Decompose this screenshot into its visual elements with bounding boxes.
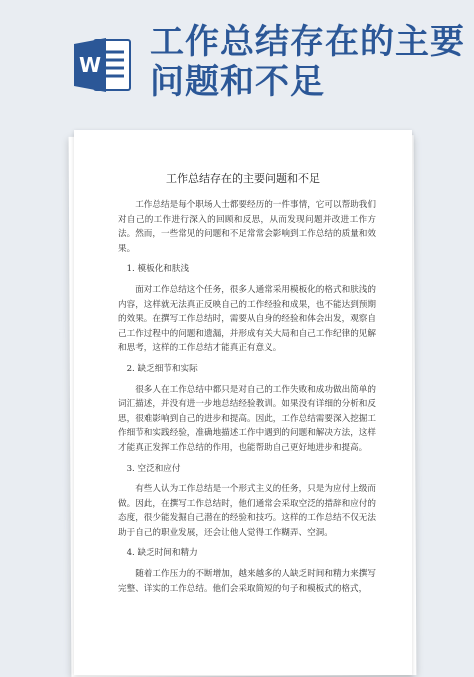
section-heading: 2. 缺乏细节和实际 bbox=[126, 363, 198, 374]
intro-paragraph: 工作总结是每个职场人士都要经历的一件事情，它可以帮助我们对自己的工作进行深入的回顾和反思，从而发现问题并改进工作方法。然而，一些常见的问题和不足常常会影响到工作总结的质量和效果。 bbox=[118, 200, 376, 254]
section-heading: 1. 模板化和肤浅 bbox=[126, 264, 190, 275]
document-title: 工作总结存在的主要问题和不足 bbox=[166, 172, 320, 185]
section-paragraph: 有些人认为工作总结是一个形式主义的任务，只是为应付上级而做。因此，在撰写工作总结时，他们通常会采取空泛的措辞和应付的态度，很少能发掘自己潜在的经验和技巧。这样的工作总结不仅无法助于自己的职业发展，还会让他人觉得工作糊弄、空洞。 bbox=[118, 484, 376, 538]
document-body bbox=[118, 198, 376, 602]
section-paragraph: 面对工作总结这个任务，很多人通常采用模板化的格式和肤浅的内容，这样就无法真正反映自己的工作经验和成果，也不能达到预期的效果。在撰写工作总结时，需要从自身的经验和体会出发，观察自己工作过程中的问题和遗漏，并形成有关大局和自己工作纪律的见解和思考，这样的工作总结才能真正有意义。 bbox=[118, 284, 376, 354]
section-paragraph: 随着工作压力的不断增加，越来越多的人缺乏时间和精力来撰写完整、详实的工作总结。他们会采取简短的句子和模板式的格式， bbox=[118, 569, 376, 594]
section-heading: 4. 缺乏时间和精力 bbox=[126, 548, 198, 559]
banner-title: 工作总结存在的主要问题和不足 bbox=[150, 22, 465, 102]
document-page bbox=[74, 130, 412, 675]
section-paragraph: 很多人在工作总结中都只是对自己的工作失败和成功做出简单的词汇描述，并没有进一步地总结经验教训。如果没有详细的分析和反思，很难影响到自己的进步和提高。因此，工作总结需要深入挖掘工作细节和实践经验，准确地描述工作中遇到的问题和解决方法，这样才能真正发挥工作总结的作用，也能帮助自己更好地进步和提高。 bbox=[118, 384, 376, 453]
header-banner bbox=[0, 0, 474, 120]
section-heading: 3. 空泛和应付 bbox=[126, 463, 181, 474]
logo-letter: W bbox=[78, 53, 102, 77]
word-document-icon bbox=[72, 34, 134, 96]
